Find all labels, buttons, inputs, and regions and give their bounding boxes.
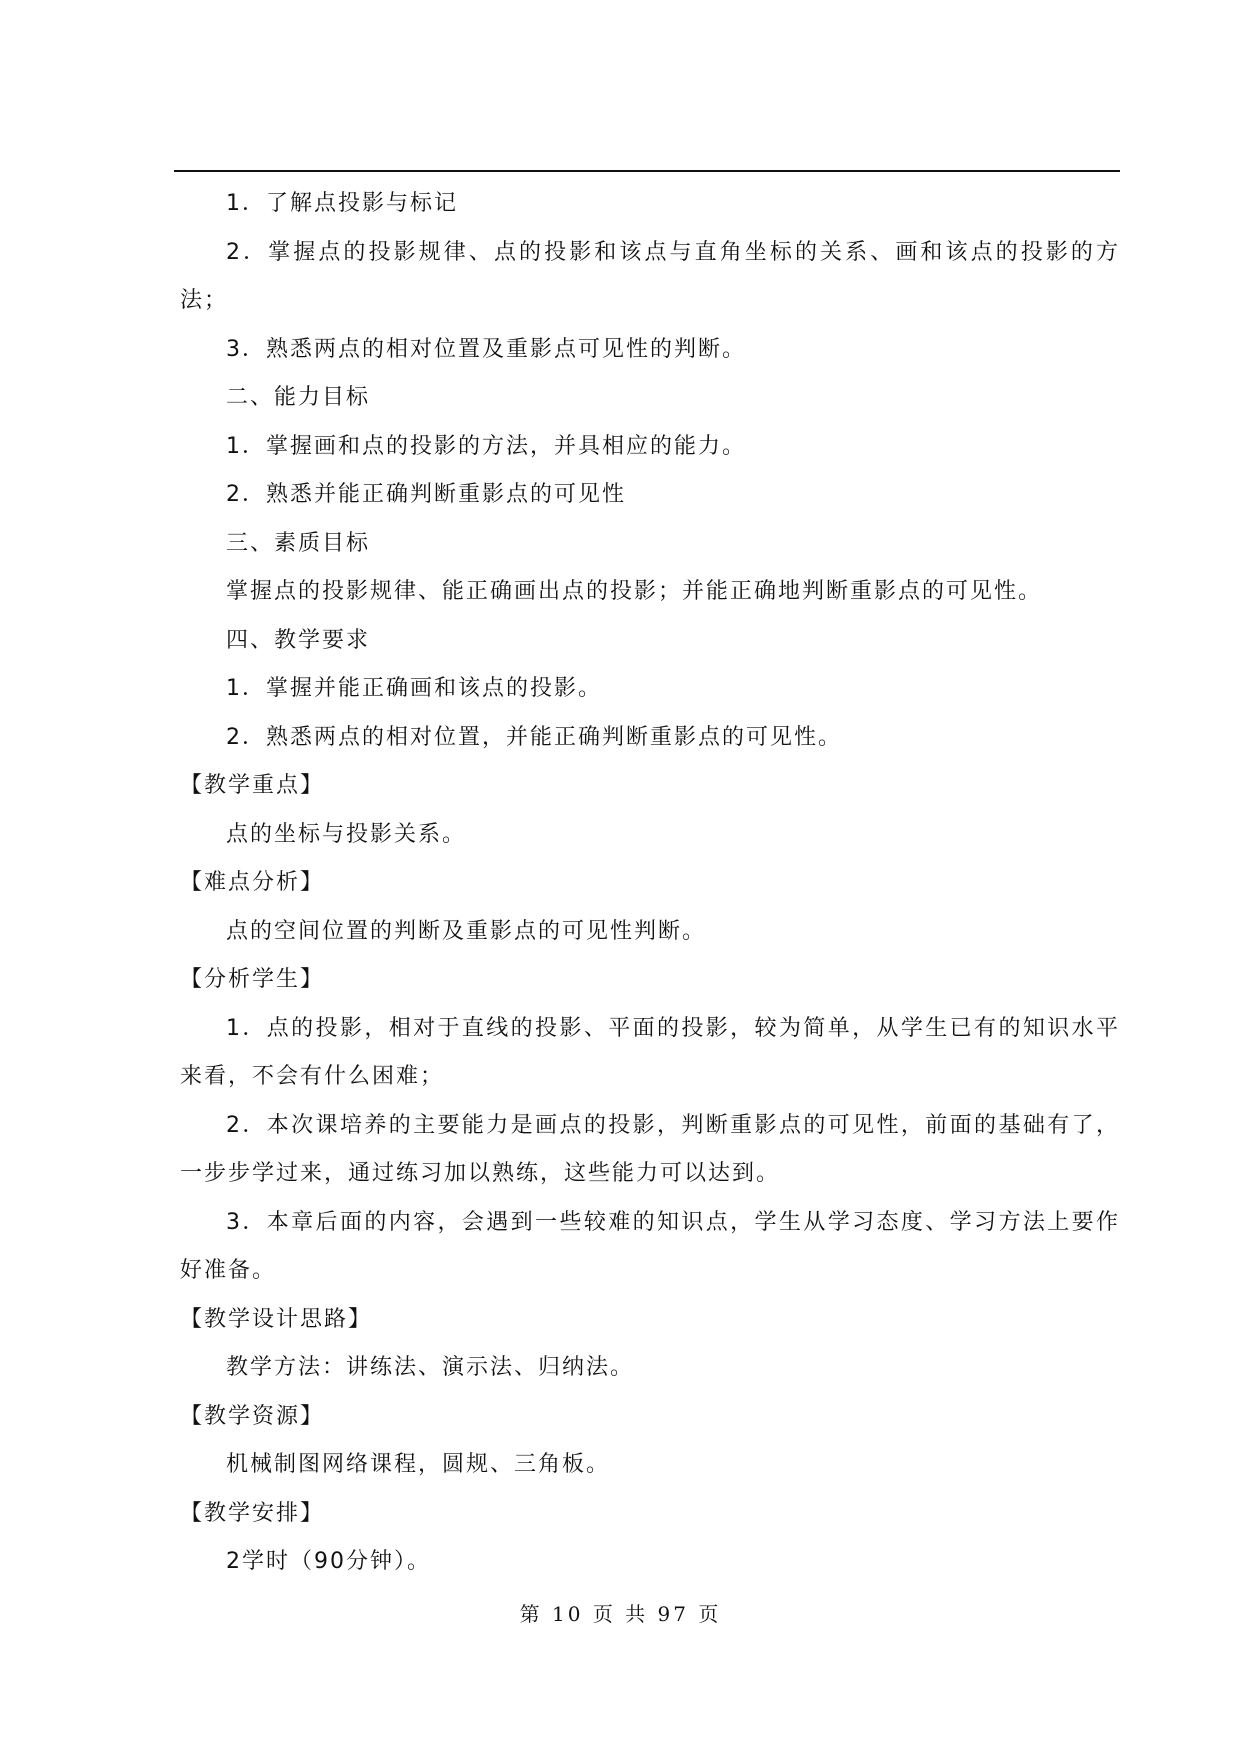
teaching-methods-text: 教学方法：讲练法、演示法、归纳法。 — [226, 1355, 635, 1380]
header-rule — [174, 170, 1120, 172]
student-analysis-item-2: 2．本次课培养的主要能力是画点的投影，判断重影点的可见性，前面的基础有了，一步步学过来，通过练习加以熟练，这些能力可以达到。 — [180, 1112, 1120, 1186]
document-body — [180, 180, 1120, 1587]
student-analysis-item-1: 1．点的投影，相对于直线的投影、平面的投影，较为简单，从学生已有的知识水平来看，不会有什么困难； — [180, 1015, 1120, 1089]
teaching-focus-text: 点的坐标与投影关系。 — [226, 821, 467, 847]
goal-ability-item-2: 2．熟悉并能正确判断重影点的可见性 — [226, 482, 626, 507]
section-student-analysis: 【分析学生】 — [180, 967, 325, 992]
requirement-item-1: 1．掌握并能正确画和该点的投影。 — [226, 676, 602, 701]
goal-knowledge-item-2: 2．掌握点的投影规律、点的投影和该点与直角坐标的关系、画和该点的投影的方法； — [180, 239, 1120, 313]
difficulty-analysis-text: 点的空间位置的判断及重影点的可见性判断。 — [226, 918, 707, 944]
section-teaching-schedule: 【教学安排】 — [180, 1500, 325, 1526]
heading-quality-goals: 三、素质目标 — [226, 530, 371, 556]
teaching-resources-text: 机械制图网络课程，圆规、三角板。 — [226, 1452, 611, 1477]
heading-ability-goals: 二、能力目标 — [226, 385, 371, 410]
goal-quality-text: 掌握点的投影规律、能正确画出点的投影；并能正确地判断重影点的可见性。 — [226, 579, 1043, 604]
goal-knowledge-item-3: 3．熟悉两点的相对位置及重影点可见性的判断。 — [226, 336, 746, 362]
goal-knowledge-item-1: 1．了解点投影与标记 — [226, 191, 458, 216]
section-difficulty-analysis: 【难点分析】 — [180, 870, 325, 895]
requirement-item-2: 2．熟悉两点的相对位置，并能正确判断重影点的可见性。 — [226, 724, 842, 750]
student-analysis-item-3: 3．本章后面的内容，会遇到一些较难的知识点，学生从学习态度、学习方法上要作好准备。 — [180, 1209, 1120, 1283]
goal-ability-item-1: 1．掌握画和点的投影的方法，并具相应的能力。 — [226, 433, 746, 459]
section-design-approach: 【教学设计思路】 — [180, 1306, 373, 1332]
teaching-schedule-text: 2学时（90分钟）。 — [226, 1549, 431, 1574]
section-teaching-focus: 【教学重点】 — [180, 773, 325, 798]
page-footer: 第 10 页 共 97 页 — [519, 1602, 722, 1626]
section-teaching-resources: 【教学资源】 — [180, 1403, 325, 1429]
heading-teaching-requirements: 四、教学要求 — [226, 627, 371, 653]
